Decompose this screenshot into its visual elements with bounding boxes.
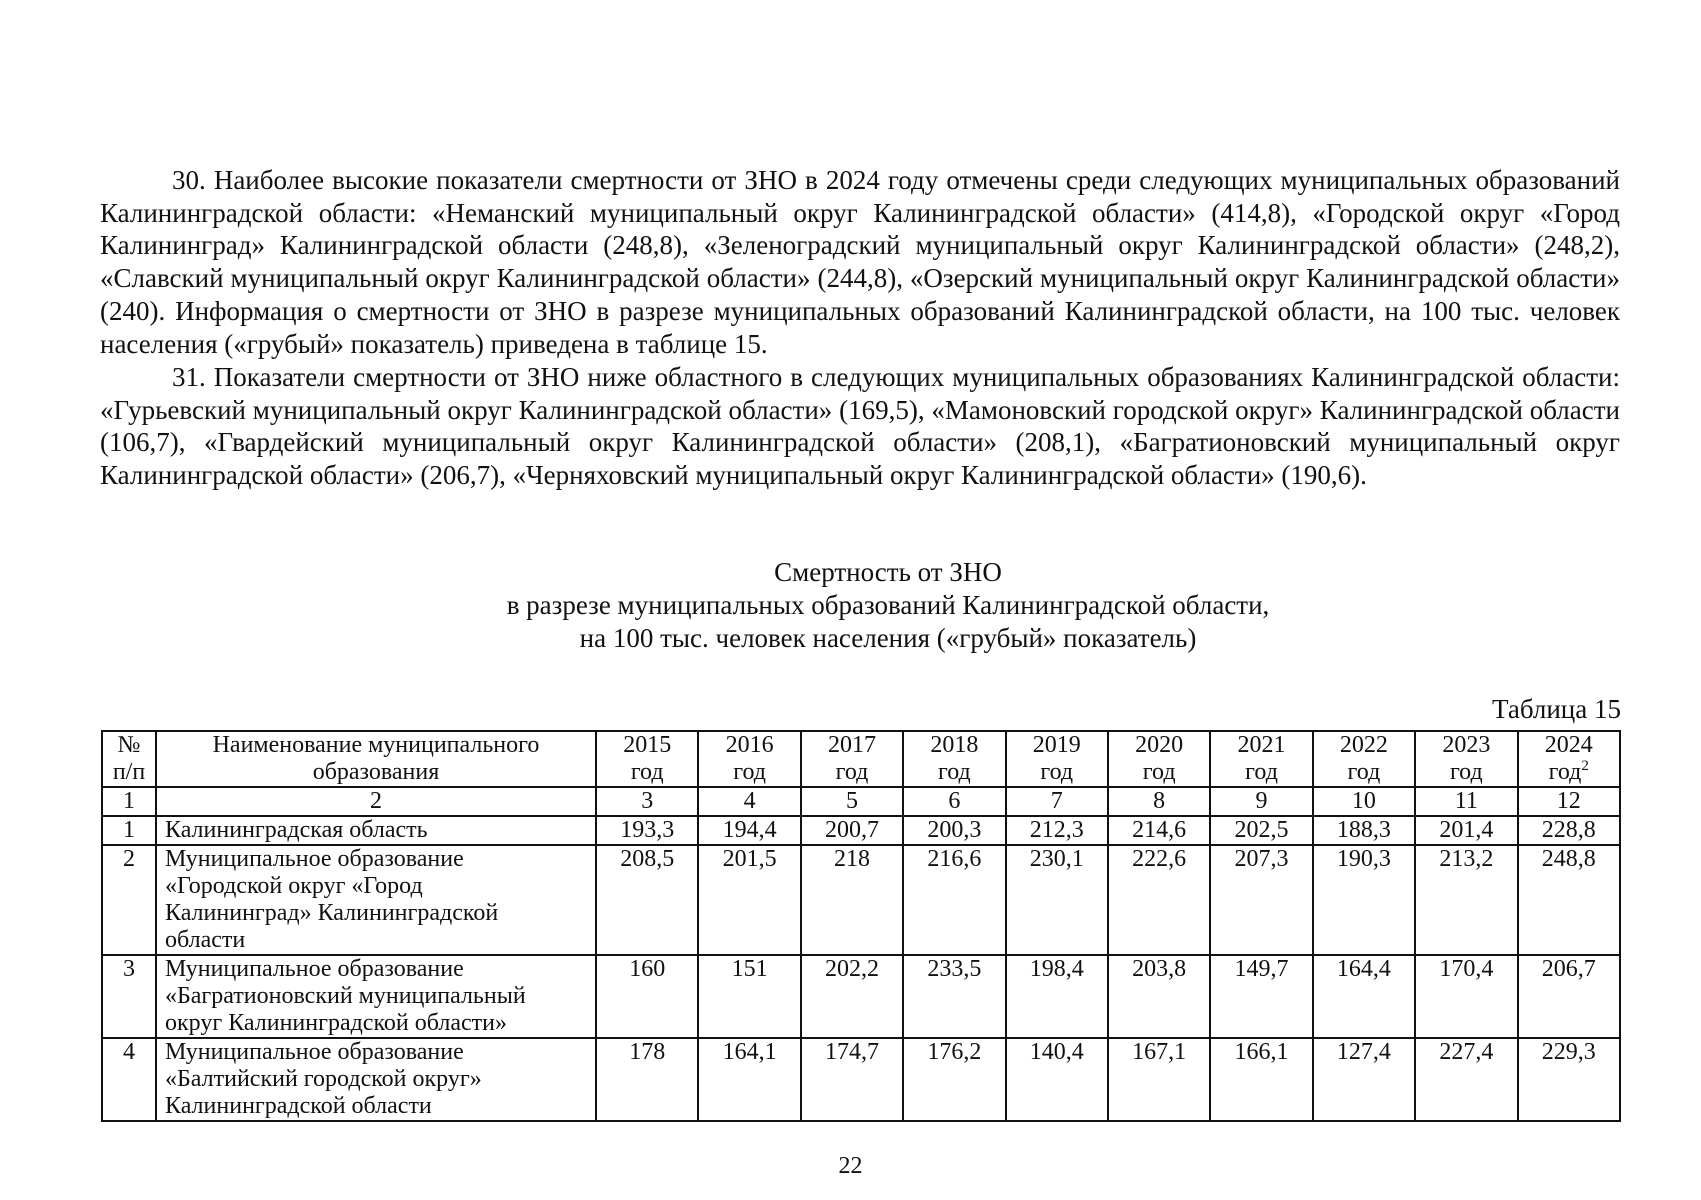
mortality-value: 229,3	[1518, 1038, 1620, 1121]
mortality-value: 202,2	[801, 955, 903, 1038]
municipality-name-line: Муниципальное образование	[165, 846, 464, 872]
mortality-value: 151	[698, 955, 800, 1038]
mortality-value: 216,6	[903, 845, 1005, 955]
mortality-value: 170,4	[1415, 955, 1517, 1038]
mortality-value: 207,3	[1210, 845, 1312, 955]
mortality-value: 208,5	[596, 845, 698, 955]
mortality-value: 222,6	[1108, 845, 1210, 955]
header-year: 2019 год	[1006, 731, 1108, 787]
column-index-row: 1 2 3 4 5 6 7 8 9 10 11 12	[102, 787, 1620, 816]
header-year: 2020 год	[1108, 731, 1210, 787]
table-row	[102, 816, 1620, 845]
mortality-value: 203,8	[1108, 955, 1210, 1038]
table-title	[0, 556, 1701, 655]
mortality-value: 164,4	[1313, 955, 1415, 1038]
table-row	[102, 1038, 1620, 1121]
municipality-name-line: Муниципальное образование	[165, 1039, 464, 1065]
municipality-name-line: области	[165, 927, 246, 953]
header-year: 2021 год	[1210, 731, 1312, 787]
mortality-value: 149,7	[1210, 955, 1312, 1038]
mortality-table	[101, 730, 1621, 1122]
table-header-row	[102, 731, 1620, 787]
header-year: 2023 год	[1415, 731, 1517, 787]
row-number: 1	[102, 816, 156, 845]
mortality-value: 198,4	[1006, 955, 1108, 1038]
municipality-name-line: Муниципальное образование	[165, 956, 464, 982]
header-year: 2018 год	[903, 731, 1005, 787]
mortality-value: 206,7	[1518, 955, 1620, 1038]
mortality-value: 193,3	[596, 816, 698, 845]
mortality-value: 233,5	[903, 955, 1005, 1038]
mortality-value: 200,7	[801, 816, 903, 845]
row-number: 3	[102, 955, 156, 1038]
table-title-line-1: Смертность от ЗНО	[774, 557, 1002, 587]
municipality-name-line: Калининградская область	[165, 817, 428, 843]
header-year: 2022 год	[1313, 731, 1415, 787]
mortality-value: 160	[596, 955, 698, 1038]
mortality-value: 188,3	[1313, 816, 1415, 845]
table-label: Таблица 15	[1492, 694, 1621, 724]
mortality-value: 178	[596, 1038, 698, 1121]
row-number: 2	[102, 845, 156, 955]
header-year: 2016 год	[698, 731, 800, 787]
mortality-value: 202,5	[1210, 816, 1312, 845]
mortality-value: 248,8	[1518, 845, 1620, 955]
mortality-value: 140,4	[1006, 1038, 1108, 1121]
mortality-value: 174,7	[801, 1038, 903, 1121]
mortality-value: 218	[801, 845, 903, 955]
mortality-value: 127,4	[1313, 1038, 1415, 1121]
header-year: 2015 год	[596, 731, 698, 787]
mortality-value: 214,6	[1108, 816, 1210, 845]
mortality-value: 227,4	[1415, 1038, 1517, 1121]
mortality-value: 164,1	[698, 1038, 800, 1121]
table-row	[102, 845, 1620, 955]
header-year: 2017 год	[801, 731, 903, 787]
header-num: № п/п	[102, 731, 156, 787]
header-year: 2024 год$^2$	[1518, 731, 1620, 787]
paragraph-31: 31. Показатели смертности от ЗНО ниже областного в следующих муниципальных образованиях Калининградской области: «Гурьевский муниципальный округ Калининградской области» (169,5), «Мамоновский городской округ» Калининградской области (106,7), «Гвардейский муниципальный округ Калининградской области» (208,1), «Багратионовский муниципальный округ Калининградской области» (206,7), «Черняховский муниципальный округ Калининградской области» (190,6).	[100, 362, 1620, 491]
footnote-marker: 2	[1581, 758, 1589, 774]
municipality-name	[156, 816, 596, 845]
municipality-name-line: Калининград» Калининградской	[165, 900, 499, 926]
municipality-name	[156, 955, 596, 1038]
municipality-name-line: «Городской округ «Город	[165, 873, 423, 899]
mortality-value: 200,3	[903, 816, 1005, 845]
municipality-name-line: Калининградской области	[165, 1093, 432, 1119]
mortality-value: 213,2	[1415, 845, 1517, 955]
municipality-name	[156, 845, 596, 955]
table-body	[102, 816, 1620, 1121]
mortality-value: 228,8	[1518, 816, 1620, 845]
municipality-name	[156, 1038, 596, 1121]
mortality-value: 201,5	[698, 845, 800, 955]
municipality-name-line: «Багратионовский муниципальный	[165, 983, 526, 1009]
mortality-value: 176,2	[903, 1038, 1005, 1121]
municipality-name-line: «Балтийский городской округ»	[165, 1066, 482, 1092]
table-title-line-3: на 100 тыс. человек населения («грубый» показатель)	[579, 623, 1197, 653]
mortality-value: 201,4	[1415, 816, 1517, 845]
municipality-name-line: округ Калининградской области»	[165, 1010, 507, 1036]
row-number: 4	[102, 1038, 156, 1121]
mortality-value: 166,1	[1210, 1038, 1312, 1121]
mortality-value: 190,3	[1313, 845, 1415, 955]
mortality-value: 230,1	[1006, 845, 1108, 955]
header-name: Наименование муниципального образования	[156, 731, 596, 787]
mortality-value: 212,3	[1006, 816, 1108, 845]
page-number: 22	[838, 1153, 863, 1179]
mortality-value: 167,1	[1108, 1038, 1210, 1121]
table-row	[102, 955, 1620, 1038]
mortality-value: 194,4	[698, 816, 800, 845]
table-title-line-2: в разрезе муниципальных образований Калининградской области,	[506, 590, 1270, 620]
paragraph-30: 30. Наиболее высокие показатели смертности от ЗНО в 2024 году отмечены среди следующих муниципальных образований Калининградской области: «Неманский муниципальный округ Калининградской области» (414,8), «Городской округ «Город Калининград» Калининградской области (248,8), «Зеленоградский муниципальный округ Калининградской области» (248,2), «Славский муниципальный округ Калининградской области» (244,8), «Озерский муниципальный округ Калининградской области» (240). Информация о смертности от ЗНО в разрезе муниципальных образований Калининградской области, на 100 тыс. человек населения («грубый» показатель) приведена в таблице 15.	[100, 165, 1620, 359]
